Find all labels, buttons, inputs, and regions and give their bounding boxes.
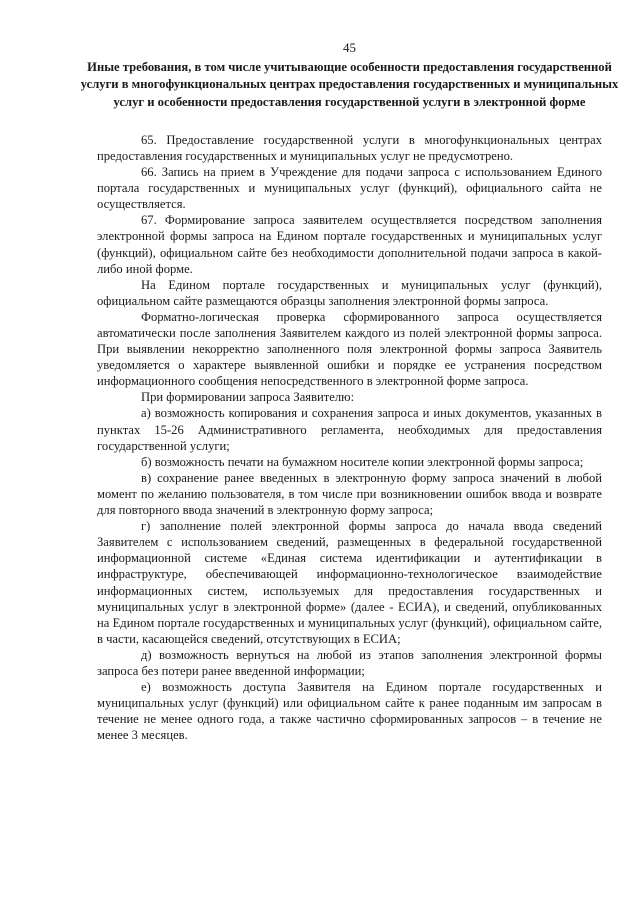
page-number: 45	[343, 40, 356, 55]
paragraph-samples: На Едином портале государственных и муниципальных услуг (функций), официальном сайте размещаются образцы заполнения электронной формы запроса.	[97, 277, 602, 308]
paragraph-66: 66. Запись на прием в Учреждение для подачи запроса с использованием Единого портала государственных и муниципальных услуг (функций), официального сайта не осуществляется.	[97, 165, 602, 212]
section-heading: Иные требования, в том числе учитывающие особенности предоставления государственной услуги в многофункциональных центрах предоставления государственных и муниципальных услуг и особенности предоставления государственной услуги в электронной форме	[80, 60, 619, 109]
paragraph-65: 65. Предоставление государственной услуги в многофункциональных центрах предоставления государственных и муниципальных услуг не предусмотрено.	[97, 132, 602, 163]
list-item-v: в) сохранение ранее введенных в электронную форму запроса значений в любой момент по желанию пользователя, в том числе при возникновении ошибок ввода и возврате для повторного ввода значений в электронную форму запроса;	[97, 470, 602, 518]
paragraph-validation: Форматно-логическая проверка сформированного запроса осуществляется автоматически после заполнения Заявителем каждого из полей электронной формы запроса. При выявлении некорректно заполненного поля электронной формы запроса Заявитель уведомляется о характере выявленной ошибки и порядке ее устранения посредством информационного сообщения непосредственного в электронной форме запроса.	[97, 309, 602, 389]
list-item-a: а) возможность копирования и сохранения запроса и иных документов, указанных в пунктах 15-26 Административного регламента, необходимых для предоставления государственной услуги;	[97, 406, 602, 453]
list-item-g: г) заполнение полей электронной формы запроса до начала ввода сведений Заявителем с использованием сведений, размещенных в федеральной государственной информационной системе «Единая система идентификации и аутентификации в инфраструктуре, обеспечивающей информационно-технологическое взаимодействие информационных систем, используемых для предоставления государственных и муниципальных услуг в электронной форме» (далее - ЕСИА), и сведений, опубликованных на Едином портале государственных и муниципальных услуг (функций), официальном сайте, в части, касающейся сведений, отсутствующих в ЕСИА;	[97, 519, 602, 646]
list-item-b: б) возможность печати на бумажном носителе копии электронной формы запроса;	[141, 454, 584, 469]
paragraph-67: 67. Формирование запроса заявителем осуществляется посредством заполнения электронной формы запроса на Едином портале государственных и муниципальных услуг (функций), официальном сайте без необходимости дополнительной подачи запроса в какой-либо иной форме.	[97, 213, 602, 276]
paragraph-applicant-intro: При формировании запроса Заявителю:	[141, 390, 355, 405]
document-body	[97, 132, 602, 744]
list-item-e: е) возможность доступа Заявителя на Едином портале государственных и муниципальных услуг (функций) или официальном сайте к ранее поданным им запросам в течение не менее одного года, а также частично сформированных запросов – в течение не менее 3 месяцев.	[97, 680, 602, 743]
list-item-d: д) возможность вернуться на любой из этапов заполнения электронной формы запроса без потери ранее введенной информации;	[97, 647, 602, 678]
